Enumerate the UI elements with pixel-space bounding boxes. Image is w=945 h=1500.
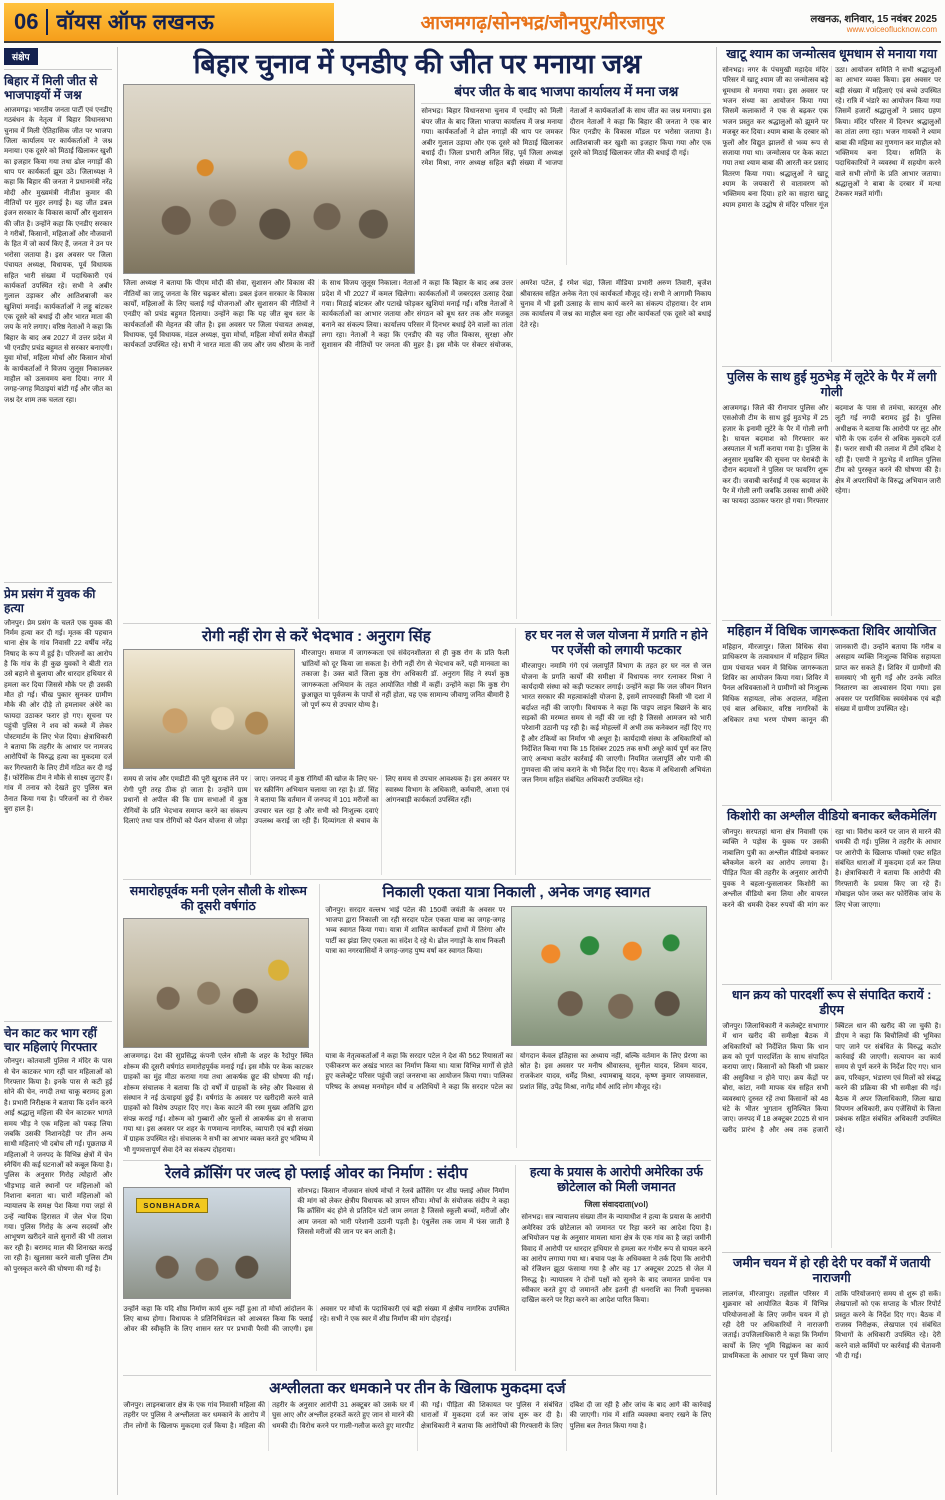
right-story-headline: धान क्रय को पारदर्शी रूप से संपादित करायें : डीएम xyxy=(731,988,932,1017)
right-story-body: महिहान, मीरजापुर। जिला विधिक सेवा प्राधिकरण के तत्वावधान में महिहान स्थित ग्राम पंचायत भवन में विधिक जागरूकता शिविर का आयोजन किया गया। शिविर में पैनल अधिवक्ताओं ने ग्रामीणों को निःशुल्क विधिक सहायता, लोक अदालत, महिला एवं बाल अधिकार, वरिष्ठ नागरिकों के अधिकार तथा भरण पोषण कानून की जानकारी दी। उन्होंने बताया कि गरीब व असहाय व्यक्ति निःशुल्क विधिक सहायता प्राप्त कर सकते हैं। शिविर में ग्रामीणों की समस्याएं भी सुनी गईं और उनके त्वरित निस्तारण का आश्वासन दिया गया। इस अवसर पर पराविधिक स्वयंसेवक एवं बड़ी संख्या में ग्रामीण उपस्थित रहे। xyxy=(722,644,941,724)
brief-story-body: जौनपुर। कोतवाली पुलिस ने मंदिर के पास से चेन काटकर भाग रहीं चार महिलाओं को गिरफ्तार किया है। इनके पास से कटी हुई सोने की चेन, नगदी तथा चाकू बरामद हुआ है। प्रभारी निरीक्षक ने बताया कि दर्शन करने आई श्रद्धालु महिला की चेन काटकर भागते समय भीड़ ने एक महिला को पकड़ लिया जबकि उसकी निशानदेही पर तीन अन्य साथी महिलाएं भी दबोच ली गईं। पूछताछ में महिलाओं ने जनपद के विभिन्न क्षेत्रों में चेन स्नैचिंग की कई घटनाओं को कबूल किया है। पुलिस के अनुसार गिरोह त्योहारों और भीड़भाड़ वाले स्थानों पर महिलाओं को निशाना बनाता था। चारों महिलाओं को न्यायालय के समक्ष पेश किया गया जहां से उन्हें न्यायिक हिरासत में जेल भेज दिया गया। पुलिस गिरोह के अन्य सदस्यों और आभूषण खरीदने वाले सुनारों की भी तलाश कर रही है। बरामद माल की शिनाख्त कराई जा रही है। खुलासा करने वाली पुलिस टीम को पुरस्कृत करने की घोषणा की गई है। xyxy=(4,1058,113,1273)
story-railway-photo xyxy=(123,1187,291,1299)
lead-story-photo xyxy=(123,84,415,274)
lead-story-side xyxy=(421,84,711,274)
story-rogi-photo xyxy=(123,649,295,769)
story-rogi-media-row xyxy=(123,649,509,771)
brief-section-label: संक्षेप xyxy=(4,48,38,65)
story-rogi-body-side: मीरजापुर। समाज में जागरूकता एवं संवेदनशीलता से ही कुष्ठ रोग के प्रति फैली भ्रांतियों को दूर किया जा सकता है। रोगी नहीं रोग से भेदभाव करें, यही मानवता का तकाजा है। उक्त बातें जिला कुष्ठ रोग अधिकारी डॉ. अनुराग सिंह ने स्पर्श कुष्ठ जागरूकता अभियान के तहत आयोजित गोष्ठी में कहीं। उन्होंने कहा कि कुष्ठ रोग छुआछूत या पूर्वजन्म के पापों से नहीं होता, यह एक सामान्य जीवाणु जनित बीमारी है जो पूर्ण रूप से उपचार योग्य है। xyxy=(301,650,510,710)
story-railway-headline: रेलवे क्रॉसिंग पर जल्द हो फ्लाई ओवर का निर्माण : संदीप xyxy=(165,1165,468,1183)
brief-story-headline: प्रेम प्रसंग में युवक की हत्या xyxy=(4,586,96,616)
story-railway-media-row xyxy=(123,1187,509,1301)
story-row xyxy=(123,879,711,1156)
right-story-blackmail xyxy=(722,805,941,984)
lead-subhead: बंपर जीत के बाद भाजपा कार्यालय में मना जश्न xyxy=(421,84,711,104)
lead-headline: बिहार चुनाव में एनडीए की जीत पर मनाया जश्न xyxy=(193,49,642,79)
brief-story-headline: चेन काट कर भाग रहीं चार महिलाएं गिरफ्तार xyxy=(4,1025,97,1054)
story-showroom-headline: समारोहपूर्वक मनी एलेन सौली के शोरूम की दूसरी वर्षगांठ xyxy=(129,884,307,914)
story-bail xyxy=(515,1165,711,1370)
story-ekta-media-row xyxy=(325,906,707,1048)
brief-story-headline: बिहार में मिली जीत से भाजपाइयों में जश्न xyxy=(4,74,98,103)
masthead xyxy=(4,3,334,41)
lead-story-top xyxy=(123,84,711,274)
story-ekta-body-bottom: यात्रा के नेतृत्वकर्ताओं ने कहा कि सरदार पटेल ने देश की 562 रियासतों का एकीकरण कर अखंड भारत का निर्माण किया था। यात्रा विभिन्न मार्गों से होते हुए कलेक्ट्रेट परिसर पहुंची जहां जनसभा का आयोजन किया गया। पालिका परिषद के अध्यक्ष मनमोहन मौर्य व अतिथियों ने कहा कि सरदार पटेल का योगदान केवल इतिहास का अध्याय नहीं, बल्कि वर्तमान के लिए प्रेरणा का स्रोत है। इस अवसर पर मनीष श्रीवास्तव, सुनील यादव, शिवम यादव, राजकेशर यादव, धर्मेंद्र मिश्रा, श्यामबाबू यादव, कृष्ण कुमार जायसवाल, प्रशांत सिंह, उपेंद्र मिश्रा, नागेंद्र मौर्य आदि लोग मौजूद रहे। xyxy=(325,1052,708,1091)
brief-story xyxy=(4,587,112,1017)
railway-station-sign: SONBHADRA xyxy=(136,1198,208,1213)
region-strip: आजमगढ़/सोनभद्र/जौनपुर/मीरजापुर xyxy=(420,13,665,34)
story-bail-body: सोनभद्र। सत्र न्यायालय संख्या तीन के न्यायाधीश ने हत्या के प्रयास के आरोपी अमेरिका उर्फ छोटेलाल को जमानत पर रिहा करने का आदेश दिया है। अभियोजन पक्ष के अनुसार मामला थाना क्षेत्र के एक गांव का है जहां जमीनी विवाद में आरोपी पर धारदार हथियार से हमला कर गंभीर रूप से घायल करने का आरोप लगाया गया था। बचाव पक्ष के अधिवक्ता ने तर्क दिया कि आरोपी को रंजिशन झूठा फंसाया गया है और वह 17 अक्टूबर 2025 से जेल में निरुद्ध है। न्यायालय ने दोनों पक्षों को सुनने के बाद जमानत प्रार्थना पत्र स्वीकार करते हुए दो जमानतें और इतनी ही धनराशि का निजी मुचलका दाखिल करने पर रिहा करने का आदेश पारित किया। xyxy=(521,1214,712,1305)
right-story-headline: महिहान में विधिक जागरूकता शिविर आयोजित xyxy=(727,624,937,638)
right-column xyxy=(722,47,941,1495)
story-showroom-body: आजमगढ़। देश की सुप्रसिद्ध कंपनी एलेन सौली के शहर के रैदोपुर स्थित शोरूम की दूसरी वर्षगांठ समारोहपूर्वक मनाई गई। इस मौके पर केक काटकर ग्राहकों का मुंह मीठा कराया गया तथा आकर्षक छूट की घोषणा की गई। शोरूम संचालक ने बताया कि दो वर्षों में ग्राहकों के स्नेह और विश्वास से संस्थान ने नई ऊंचाइयां छुई हैं। वर्षगांठ के अवसर पर खरीदारी करने वाले ग्राहकों को विशेष उपहार दिए गए। केक काटने की रस्म मुख्य अतिथि द्वारा संपन्न कराई गई। शोरूम को गुब्बारों और फूलों से आकर्षक ढंग से सजाया गया था। इस अवसर पर शहर के गणमान्य नागरिक, व्यापारी एवं बड़ी संख्या में ग्राहक उपस्थित रहे। संचालक ने सभी का आभार व्यक्त करते हुए भविष्य में भी गुणवत्तापूर्ण सेवा देने का संकल्प दोहराया। xyxy=(123,1053,314,1154)
story-jal-headline: हर घर नल से जल योजना में प्रगति न होने पर एजेंसी को लगायी फटकार xyxy=(524,628,708,658)
right-story-mutbhed xyxy=(722,366,941,620)
lead-story xyxy=(123,49,711,619)
right-story-headline: जमीन चयन में हो रही देरी पर वर्कों में जतायी नाराजगी xyxy=(733,1256,931,1285)
story-showroom xyxy=(123,884,313,1156)
right-story-zameen xyxy=(722,1252,941,1456)
right-story-headline: खाटू श्याम का जन्मोत्सव धूमधाम से मनाया गया xyxy=(726,47,938,61)
story-ekta-body-side: जौनपुर। सरदार वल्लभ भाई पटेल की 150वीं जयंती के अवसर पर भाजपा द्वारा निकाली जा रही सरदार पटेल एकता यात्रा का जगह-जगह भव्य स्वागत किया गया। यात्रा में शामिल कार्यकर्ता हाथों में तिरंगा और पार्टी का झंडा लिए एकता का संदेश दे रहे थे। ढोल नगाड़ों के साथ निकली यात्रा का नगरवासियों ने जगह-जगह पुष्प वर्षा कर स्वागत किया। xyxy=(325,906,506,956)
column-divider xyxy=(117,47,118,1495)
right-story-headline: पुलिस के साथ हुई मुठभेड़ में लूटेरे के पैर में लगी गोली xyxy=(726,370,937,399)
brief-story-body: जौनपुर। प्रेम प्रसंग के चलते एक युवक की निर्मम हत्या कर दी गई। मृतक की पहचान थाना क्षेत्र के गांव निवासी 22 वर्षीय नरेंद्र निषाद के रूप में हुई है। परिजनों का आरोप है कि गांव के ही कुछ युवकों ने बीती रात उसे बहाने से बुलाया और धारदार हथियार से हमला कर दिया जिससे मौके पर ही उसकी मौत हो गई। चीख पुकार सुनकर ग्रामीण मौके की ओर दौड़े तो हमलावर अंधेरे का फायदा उठाकर फरार हो गए। सूचना पर पहुंची पुलिस ने शव को कब्जे में लेकर पोस्टमार्टम के लिए भेज दिया। क्षेत्राधिकारी ने बताया कि तहरीर के आधार पर नामजद आरोपियों के विरुद्ध हत्या का मुकदमा दर्ज कर गिरफ्तारी के लिए टीमें गठित कर दी गई हैं। फोरेंसिक टीम ने मौके से साक्ष्य जुटाए हैं। गांव में तनाव को देखते हुए पुलिस बल तैनात किया गया है। परिजनों का रो रोकर बुरा हाल है। xyxy=(4,619,113,814)
date-block xyxy=(751,3,941,41)
lead-body-top: सोनभद्र। बिहार विधानसभा चुनाव में एनडीए को मिली बंपर जीत के बाद जिला भाजपा कार्यालय में जश्न मनाया गया। कार्यकर्ताओं ने ढोल नगाड़ों की थाप पर जमकर अबीर गुलाल उड़ाया और एक दूसरे को मिठाई खिलाकर बधाई दी। जिला प्रभारी अनिल सिंह, पूर्व जिला अध्यक्ष रमेश मिश्रा, नगर अध्यक्ष सहित बड़ी संख्या में भाजपा नेताओं ने कार्यकर्ताओं के साथ जीत का जश्न मनाया। इस दौरान नेताओं ने कहा कि बिहार की जनता ने एक बार फिर एनडीए के विकास मॉडल पर भरोसा जताया है। आतिशबाजी कर खुशी का इजहार किया गया और एक दूसरे को मिठाई खिलाकर जीत की बधाई दी गई। xyxy=(421,108,712,168)
main-column xyxy=(123,47,711,1495)
website-link[interactable]: www.voiceoflucknow.com xyxy=(846,24,937,34)
story-ekta-photo xyxy=(511,906,707,1046)
story-rogi-body-bottom: समय से जांच और एमडीटी की पूरी खुराक लेने पर रोगी पूरी तरह ठीक हो जाता है। उन्होंने ग्राम प्रधानों से अपील की कि ग्राम सभाओं में कुष्ठ रोगियों के प्रति भेदभाव समाप्त करने का संकल्प दिलाएं तथा पात्र रोगियों को पेंशन योजना से जोड़ा जाए। जनपद में कुष्ठ रोगियों की खोज के लिए घर-घर स्क्रीनिंग अभियान चलाया जा रहा है। डॉ. सिंह ने बताया कि वर्तमान में जनपद में 101 मरीजों का उपचार चल रहा है और सभी को निःशुल्क दवाएं उपलब्ध कराई जा रही हैं। दिव्यांगता से बचाव के लिए समय से उपचार आवश्यक है। इस अवसर पर स्वास्थ्य विभाग के अधिकारी, कर्मचारी, आशा एवं आंगनबाड़ी कार्यकर्ता उपस्थित रहीं। xyxy=(123,776,510,825)
story-railway xyxy=(123,1165,509,1370)
page-header xyxy=(4,3,941,43)
right-story-body: जौनपुर। जिलाधिकारी ने कलेक्ट्रेट सभागार में धान खरीद की समीक्षा बैठक में अधिकारियों को निर्देशित किया कि धान क्रय को पूर्ण पारदर्शिता के साथ संपादित कराया जाए। किसानों को किसी भी प्रकार की असुविधा न होने पाए। क्रय केंद्रों पर बोरा, कांटा, नमी मापक यंत्र सहित सभी व्यवस्थाएं दुरुस्त रहें तथा किसानों को 48 घंटे के भीतर भुगतान सुनिश्चित किया जाए। जनपद में 18 अक्टूबर 2025 से धान खरीद प्रारंभ है और अब तक हजारों क्विंटल धान की खरीद की जा चुकी है। डीएम ने कहा कि बिचौलियों की भूमिका पाए जाने पर संबंधित के विरुद्ध कठोर कार्रवाई की जाएगी। सत्यापन का कार्य समय से पूर्ण करने के निर्देश दिए गए। धान क्रय, परिवहन, भंडारण एवं मिलों को संबद्ध करने की प्रक्रिया की भी समीक्षा की गई। बैठक में अपर जिलाधिकारी, जिला खाद्य विपणन अधिकारी, क्रय एजेंसियों के जिला प्रबंधक सहित संबंधित अधिकारी उपस्थित रहे। xyxy=(722,1023,941,1134)
page-number: 06 xyxy=(14,9,48,35)
story-railway-body-side: सोनभद्र। किसान नौजवान संघर्ष मोर्चा ने रेलवे क्रॉसिंग पर शीघ्र फ्लाई ओवर निर्माण की मांग को लेकर क्षेत्रीय विधायक को ज्ञापन सौंपा। मोर्चा के संयोजक संदीप ने कहा कि क्रॉसिंग बंद होने से प्रतिदिन घंटों जाम लगता है जिससे स्कूली बच्चों, मरीजों और आम जनता को भारी परेशानी उठानी पड़ती है। एंबुलेंस तक जाम में फंस जाती है जिससे मरीजों की जान पर बन आती है। xyxy=(297,1187,510,1237)
brief-story xyxy=(4,74,112,578)
story-row xyxy=(123,1160,711,1370)
story-bail-byline: जिला संवाददाता(vol) xyxy=(584,1200,649,1210)
dateline: लखनऊ, शनिवार, 15 नवंबर 2025 xyxy=(810,13,937,25)
story-bail-headline: हत्या के प्रयास के आरोपी अमेरिका उर्फ छोटेलाल को मिली जमानत xyxy=(529,1165,703,1195)
story-rogi xyxy=(123,628,509,875)
right-story-body: सोनभद्र। नगर के पंचमुखी महादेव मंदिर परिसर में खाटू श्याम जी का जन्मोत्सव बड़े धूमधाम से मनाया गया। इस अवसर पर भजन संध्या का आयोजन किया गया जिसमें कलाकारों ने एक से बढ़कर एक भजन प्रस्तुत कर श्रद्धालुओं को झूमने पर मजबूर कर दिया। श्याम बाबा के दरबार को फूलों और विद्युत झालरों से भव्य रूप से सजाया गया था। जन्मोत्सव पर केक काटा गया तथा श्याम बाबा की आरती कर प्रसाद वितरण किया गया। श्रद्धालुओं ने खाटू श्याम के जयकारों से वातावरण को भक्तिमय बना दिया। हारे का सहारा खाटू श्याम हमारा के उद्घोष से मंदिर परिसर गूंज उठा। आयोजन समिति ने सभी श्रद्धालुओं का आभार व्यक्त किया। इस अवसर पर बड़ी संख्या में महिलाएं एवं बच्चे उपस्थित रहे। रात्रि में भंडारे का आयोजन किया गया जिसमें हजारों श्रद्धालुओं ने प्रसाद ग्रहण किया। मंदिर परिसर में दिनभर श्रद्धालुओं का तांता लगा रहा। भजन गायकों ने श्याम बाबा की महिमा का गुणगान कर माहौल को भक्तिमय बना दिया। समिति के पदाधिकारियों ने व्यवस्था में सहयोग करने वाले सभी लोगों के प्रति आभार जताया। श्रद्धालुओं ने बाबा के दरबार में मत्था टेककर मन्नतें मांगीं। xyxy=(722,67,941,209)
story-showroom-photo xyxy=(123,918,309,1048)
brief-story xyxy=(4,1026,112,1488)
brief-story-body: आजमगढ़। भारतीय जनता पार्टी एवं एनडीए गठबंधन के नेतृत्व में बिहार विधानसभा चुनाव में मिली ऐतिहासिक जीत पर भाजपा जिला कार्यालय पर कार्यकर्ताओं ने जश्न मनाया। एक दूसरे को मिठाई खिलाकर खुशी का इजहार किया गया तथा ढोल नगाड़ों की थाप पर कार्यकर्ता झूम उठे। जिलाध्यक्ष ने कहा कि बिहार की जनता ने प्रधानमंत्री नरेंद्र मोदी और मुख्यमंत्री नीतीश कुमार की नीतियों पर मुहर लगाई है। यह जीत डबल इंजन सरकार के विकास कार्यों और सुशासन की जीत है। उन्होंने कहा कि एनडीए सरकार ने गरीबों, किसानों, महिलाओं और नौजवानों के हित में जो कार्य किए हैं, जनता ने उन पर भरोसा जताया है। इस अवसर पर जिला पंचायत अध्यक्ष, विधायक, पूर्व विधायक सहित भारी संख्या में पदाधिकारी एवं कार्यकर्ता उपस्थित रहे। सभी ने अबीर गुलाल उड़ाकर और आतिशबाजी कर खुशियां मनाईं। कार्यकर्ताओं ने लड्डू बांटकर एक दूसरे को बधाई दी और भारत माता की जय के नारे लगाए। वरिष्ठ नेताओं ने कहा कि बिहार के बाद अब 2027 में उत्तर प्रदेश में भी एनडीए प्रचंड बहुमत से सरकार बनाएगी। युवा मोर्चा, महिला मोर्चा और किसान मोर्चा के कार्यकर्ताओं ने विजय जुलूस निकालकर माहौल को उत्सवमय बना दिया। नगर में जगह-जगह मिठाइयां बांटी गईं और जीत का जश्न देर शाम तक चलता रहा। xyxy=(4,106,113,404)
story-ekta xyxy=(319,884,707,1156)
story-jal xyxy=(515,628,711,875)
right-story-khatu xyxy=(722,47,941,366)
page-body xyxy=(4,43,941,1495)
right-story-body: जौनपुर। सरपतहां थाना क्षेत्र निवासी एक व्यक्ति ने पड़ोस के युवक पर उसकी नाबालिग पुत्री का अश्लील वीडियो बनाकर ब्लैकमेल करने का आरोप लगाया है। पीड़ित पिता की तहरीर के अनुसार आरोपी युवक ने बहला-फुसलाकर किशोरी का अश्लील वीडियो बना लिया और वायरल करने की धमकी देकर रुपयों की मांग कर रहा था। विरोध करने पर जान से मारने की धमकी दी गई। पुलिस ने तहरीर के आधार पर आरोपी के खिलाफ पॉक्सो एक्ट सहित संबंधित धाराओं में मुकदमा दर्ज कर लिया है। क्षेत्राधिकारी ने बताया कि आरोपी की गिरफ्तारी के प्रयास किए जा रहे हैं। मोबाइल फोन जब्त कर फोरेंसिक जांच के लिए भेजा जाएगा। xyxy=(722,829,941,909)
story-railway-body-bottom: उन्होंने कहा कि यदि शीघ्र निर्माण कार्य शुरू नहीं हुआ तो मोर्चा आंदोलन के लिए बाध्य होगा। विधायक ने प्रतिनिधिमंडल को आश्वस्त किया कि फ्लाई ओवर की स्वीकृति के लिए शासन स्तर पर प्रभावी पैरवी की जाएगी। इस अवसर पर मोर्चा के पदाधिकारी एवं बड़ी संख्या में क्षेत्रीय नागरिक उपस्थित रहे। सभी ने एक स्वर में शीघ्र निर्माण की मांग दोहराई। xyxy=(123,1305,510,1334)
story-jal-body: मीरजापुर। नमामि गंगे एवं जलापूर्ति विभाग के तहत हर घर नल से जल योजना के प्रगति कार्यों की समीक्षा में विधायक नगर रत्नाकर मिश्रा ने कार्यदायी संस्था को कड़ी फटकार लगाई। उन्होंने कहा कि जल जीवन मिशन भारत सरकार की महत्वाकांक्षी योजना है, इसमें लापरवाही किसी भी दशा में बर्दाश्त नहीं की जाएगी। विधायक ने कहा कि पाइप लाइन बिछाने के बाद सड़कों की मरम्मत समय से नहीं की जा रही है जिससे आमजन को भारी परेशानी उठानी पड़ रही है। कई मोहल्लों में अभी तक कनेक्शन नहीं दिए गए हैं और टंकियों का निर्माण भी अधूरा है। कार्यदायी संस्था के अधिकारियों को निर्देशित किया गया कि 15 दिसंबर 2025 तक सभी अधूरे कार्य पूर्ण कर लिए जाएं अन्यथा कठोर कार्रवाई की जाएगी। नियमित जलापूर्ति और पानी की गुणवत्ता की जांच कराने के भी निर्देश दिए गए। बैठक में अधिशासी अभियंता जल निगम सहित संबंधित अधिकारी उपस्थित रहे। xyxy=(521,663,712,785)
story-ekta-headline: निकाली एकता यात्रा निकाली , अनेक जगह स्वागत xyxy=(382,884,651,902)
brief-column xyxy=(4,47,112,1495)
story-rogi-headline: रोगी नहीं रोग से करें भेदभाव : अनुराग सिंह xyxy=(202,628,431,646)
right-story-vidhik xyxy=(722,620,941,805)
masthead-title: वॉयस ऑफ लखनऊ xyxy=(56,11,215,34)
story-mukadma-headline: अश्लीलता कर धमकाने पर तीन के खिलाफ मुकदमा दर्ज xyxy=(269,1379,566,1397)
story-mukadma xyxy=(123,1375,711,1451)
column-divider xyxy=(716,47,717,1495)
right-story-headline: किशोरी का अश्लील वीडियो बनाकर ब्लैकमेलिंग xyxy=(727,809,937,823)
story-mukadma-body: जौनपुर। लाइनबाजार क्षेत्र के एक गांव निवासी महिला की तहरीर पर पुलिस ने अश्लीलता कर धमकाने के आरोप में तीन लोगों के खिलाफ मुकदमा दर्ज किया है। महिला की तहरीर के अनुसार आरोपी 31 अक्टूबर को उसके घर में घुस आए और अश्लील हरकतें करते हुए जान से मारने की धमकी दी। विरोध करने पर गाली-गलौज करते हुए मारपीट की गई। पीड़िता की शिकायत पर पुलिस ने संबंधित धाराओं में मुकदमा दर्ज कर जांच शुरू कर दी है। क्षेत्राधिकारी ने बताया कि आरोपियों की गिरफ्तारी के लिए दबिश दी जा रही है और जांच के बाद आगे की कार्रवाई की जाएगी। गांव में शांति व्यवस्था बनाए रखने के लिए पुलिस बल तैनात किया गया है। xyxy=(123,1401,712,1430)
lead-body-bottom: जिला अध्यक्ष ने बताया कि पीएम मोदी की सेवा, सुशासन और विकास की नीतियों का जादू जनता के सिर चढ़कर बोला। डबल इंजन सरकार के विकास कार्यों, महिलाओं के लिए चलाई गई योजनाओं और सुशासन की नीतियों ने एनडीए को प्रचंड बहुमत दिलाया। उन्होंने कहा कि यह जीत बूथ स्तर के कार्यकर्ताओं की मेहनत की जीत है। इस अवसर पर जिला पंचायत अध्यक्ष, विधायक, पूर्व विधायक, मंडल अध्यक्ष, युवा मोर्चा, महिला मोर्चा समेत सैकड़ों कार्यकर्ता उपस्थित रहे। सभी ने भारत माता की जय और जय श्रीराम के नारों के साथ विजय जुलूस निकाला। नेताओं ने कहा कि बिहार के बाद अब उत्तर प्रदेश में भी 2027 में कमल खिलेगा। कार्यकर्ताओं में जबरदस्त उत्साह देखा गया। मिठाई बांटकर और पटाखे फोड़कर खुशियां मनाई गईं। वरिष्ठ नेताओं ने कार्यकर्ताओं का आभार जताया और संगठन को बूथ स्तर तक और मजबूत बनाने का संकल्प लिया। कार्यालय परिसर में दिनभर बधाई देने वालों का तांता लगा रहा। नेताओं ने कहा कि एनडीए की यह जीत विकास, सुरक्षा और सुशासन की नीतियों पर जनता की मुहर है। इस मौके पर सेक्टर संयोजक, अमरेश पटेल, ई रमेश चंद्रा, जिला मीडिया प्रभारी अरुण तिवारी, बृजेश श्रीवास्तव सहित अनेक नेता एवं कार्यकर्ता मौजूद रहे। सभी ने आगामी निकाय चुनाव में भी इसी उत्साह के साथ कार्य करने का संकल्प दोहराया। देर शाम तक कार्यालय में जश्न का माहौल बना रहा और कार्यकर्ता एक दूसरे को बधाई देते रहे। xyxy=(123,280,712,350)
story-row xyxy=(123,623,711,875)
right-story-dhan xyxy=(722,984,941,1252)
right-story-body: आजमगढ़। जिले की रौनापार पुलिस और एसओजी टीम के साथ हुई मुठभेड़ में 25 हजार के इनामी लूटेरे के पैर में गोली लगी है। घायल बदमाश को गिरफ्तार कर अस्पताल में भर्ती कराया गया है। पुलिस के अनुसार मुखबिर की सूचना पर घेराबंदी के दौरान बदमाशों ने पुलिस पर फायरिंग शुरू कर दी। जवाबी कार्रवाई में एक बदमाश के पैर में गोली लगी जबकि उसका साथी अंधेरे का फायदा उठाकर फरार हो गया। गिरफ्तार बदमाश के पास से तमंचा, कारतूस और लूटी गई नगदी बरामद हुई है। पुलिस अधीक्षक ने बताया कि आरोपी पर लूट और चोरी के एक दर्जन से अधिक मुकदमे दर्ज हैं। फरार साथी की तलाश में टीमें दबिश दे रही हैं। एसपी ने मुठभेड़ में शामिल पुलिस टीम को पुरस्कृत करने की घोषणा की है। क्षेत्र में अपराधियों के विरुद्ध अभियान जारी रहेगा। xyxy=(722,405,941,506)
right-story-body: लालगंज, मीरजापुर। तहसील परिसर में शुक्रवार को आयोजित बैठक में विभिन्न परियोजनाओं के लिए जमीन चयन में हो रही देरी पर अधिकारियों ने नाराजगी जताई। उपजिलाधिकारी ने कहा कि निर्माण कार्यों के लिए भूमि चिह्नांकन का कार्य प्राथमिकता के आधार पर पूर्ण किया जाए ताकि परियोजनाएं समय से शुरू हो सकें। लेखपालों को एक सप्ताह के भीतर रिपोर्ट प्रस्तुत करने के निर्देश दिए गए। बैठक में राजस्व निरीक्षक, लेखपाल एवं संबंधित विभागों के अधिकारी उपस्थित रहे। देरी करने वाले कर्मियों पर कार्रवाई की चेतावनी भी दी गई। xyxy=(722,1291,941,1361)
